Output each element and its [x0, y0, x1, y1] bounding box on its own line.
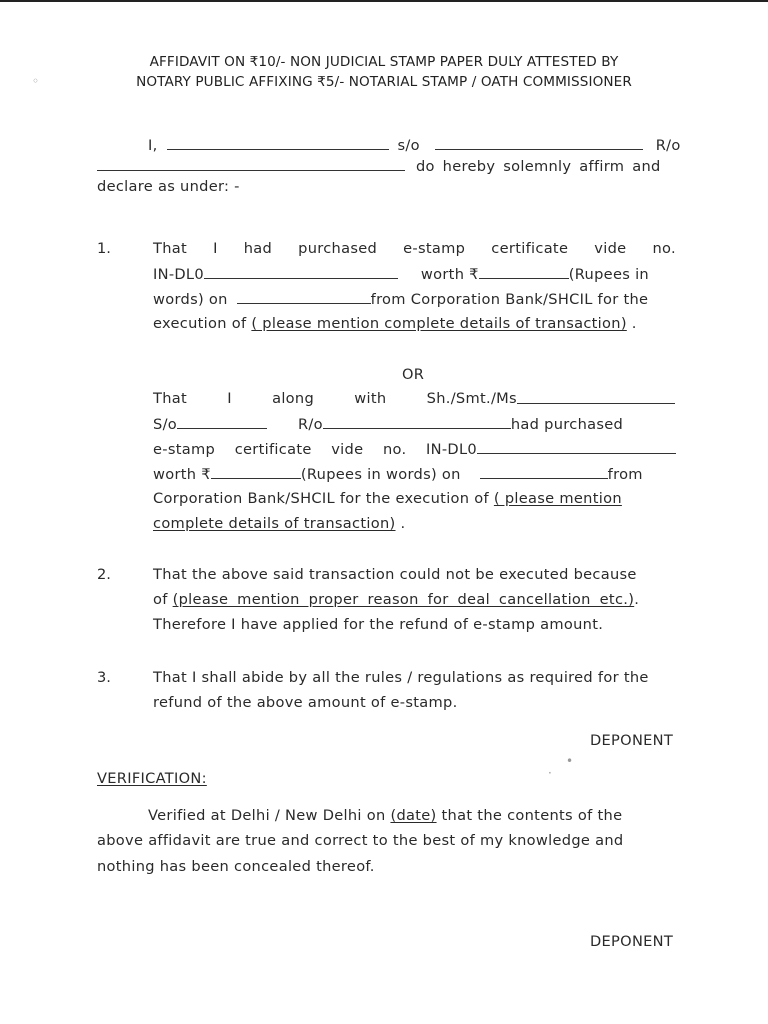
- cancellation-reason-instruction: (please mention proper reason for deal cancellation etc.): [172, 591, 635, 608]
- para-1-line-2: [153, 265, 649, 284]
- period: .: [400, 515, 406, 532]
- father-name-blank-2: [177, 415, 267, 429]
- para-3-number: 3.: [97, 669, 111, 686]
- address-blank-2: [323, 415, 511, 429]
- scan-speck: •: [566, 754, 574, 768]
- from-bank: from Corporation Bank/SHCIL for the: [370, 291, 649, 308]
- execution-of: execution of: [153, 315, 247, 332]
- para-2-line-3: Therefore I have applied for the refund of e-stamp amount.: [153, 616, 604, 633]
- corporation-bank: Corporation Bank/SHCIL for the execution of: [153, 490, 489, 507]
- co-purchaser-name-blank: [517, 390, 675, 404]
- worth-label: worth ₹: [420, 266, 479, 283]
- para-2-line-2: [153, 591, 639, 609]
- period: .: [631, 315, 637, 332]
- word-of: of: [153, 591, 168, 608]
- verified-at: Verified at Delhi / New Delhi on: [148, 807, 386, 824]
- para-2-number: 2.: [97, 566, 111, 583]
- para-2-line-1: That the above said transaction could not be executed because: [153, 566, 637, 583]
- para-1b-line-5: [153, 490, 622, 508]
- verification-line-1: [148, 807, 622, 825]
- date-instruction: (date): [390, 807, 437, 824]
- word: no.: [652, 240, 676, 257]
- title-line-1: AFFIDAVIT ON ₹10/- NON JUDICIAL STAMP PAPER DULY ATTESTED BY: [149, 54, 619, 70]
- word: no.: [382, 441, 407, 458]
- sh-smt-blank-wrap: [517, 390, 675, 409]
- certificate-number-blank: [204, 265, 398, 279]
- page-top-edge: [0, 0, 768, 2]
- scan-speck: ·: [548, 766, 552, 780]
- verification-line-2: above affidavit are true and correct to the best of my knowledge and: [97, 832, 624, 849]
- intro-line-1: [148, 136, 681, 155]
- intro-ro: R/o: [655, 137, 681, 154]
- name-blank: [167, 136, 389, 150]
- amount-blank-2: [211, 465, 301, 479]
- intro-so: s/o: [397, 137, 420, 154]
- affidavit-title: [60, 52, 708, 92]
- word: IN-DL0: [426, 441, 477, 458]
- or-separator: OR: [402, 366, 425, 383]
- had-purchased: had purchased: [510, 416, 624, 433]
- scan-speck: ◦: [32, 74, 40, 88]
- word: vide: [594, 240, 627, 257]
- deponent-signature-2: DEPONENT: [590, 933, 674, 950]
- verification-heading: VERIFICATION:: [97, 770, 207, 787]
- intro-affirm: do hereby solemnly affirm and: [415, 158, 661, 175]
- para-1b-line-4: [153, 465, 643, 484]
- amount-blank: [479, 265, 569, 279]
- address-blank: [97, 157, 405, 171]
- verification-line-3: nothing has been concealed thereof.: [97, 858, 375, 875]
- title-line-2: NOTARY PUBLIC AFFIXING ₹5/- NOTARIAL STAMP / OATH COMMISSIONER: [136, 74, 632, 90]
- contents-of: that the contents of the: [441, 807, 623, 824]
- para-1-line-4: [153, 315, 637, 333]
- certificate-number-blank-2: [477, 440, 676, 454]
- transaction-details-instruction-2a: ( please mention: [493, 490, 622, 507]
- transaction-details-instruction-2b: complete details of transaction): [153, 515, 396, 532]
- word: had: [243, 240, 273, 257]
- intro-i: I,: [148, 137, 158, 154]
- word: certificate: [491, 240, 569, 257]
- para-1-number: 1.: [97, 240, 111, 257]
- para-1b-line-1: [153, 390, 517, 408]
- para-3-line-2: refund of the above amount of e-stamp.: [153, 694, 458, 711]
- worth-label-2: worth ₹: [153, 466, 211, 483]
- intro-line-2: [97, 157, 661, 176]
- word: That: [153, 390, 188, 407]
- para-1b-line-6: [153, 515, 405, 533]
- word: along: [272, 390, 315, 407]
- from-label: from: [607, 466, 643, 483]
- father-name-blank: [435, 136, 643, 150]
- in-dl0-label: IN-DL0: [153, 266, 204, 283]
- date-blank-2: [480, 465, 608, 479]
- word: e-stamp: [153, 441, 216, 458]
- word: vide: [331, 441, 364, 458]
- word: That: [153, 240, 188, 257]
- rupees-in: (Rupees in: [568, 266, 649, 283]
- period: .: [634, 591, 640, 608]
- transaction-details-instruction: ( please mention complete details of transaction): [251, 315, 627, 332]
- para-3-line-1: That I shall abide by all the rules / regulations as required for the: [153, 669, 649, 686]
- word: I: [213, 240, 218, 257]
- date-blank: [237, 290, 371, 304]
- word: e-stamp: [403, 240, 466, 257]
- word: Sh./Smt./Ms: [426, 390, 517, 407]
- word: I: [227, 390, 232, 407]
- label-ro: R/o: [297, 416, 323, 433]
- word: with: [354, 390, 387, 407]
- para-1-line-3: [153, 290, 648, 309]
- deponent-signature-1: DEPONENT: [590, 732, 674, 749]
- word: purchased: [298, 240, 378, 257]
- label-so: S/o: [153, 416, 178, 433]
- intro-line-3: declare as under: -: [97, 178, 240, 195]
- word: certificate: [234, 441, 312, 458]
- para-1b-line-3: [153, 440, 676, 459]
- rupees-in-words-on: (Rupees in words) on: [300, 466, 461, 483]
- para-1-line-1: [153, 240, 676, 258]
- words-on: words) on: [153, 291, 228, 308]
- para-1b-line-2: [153, 415, 623, 434]
